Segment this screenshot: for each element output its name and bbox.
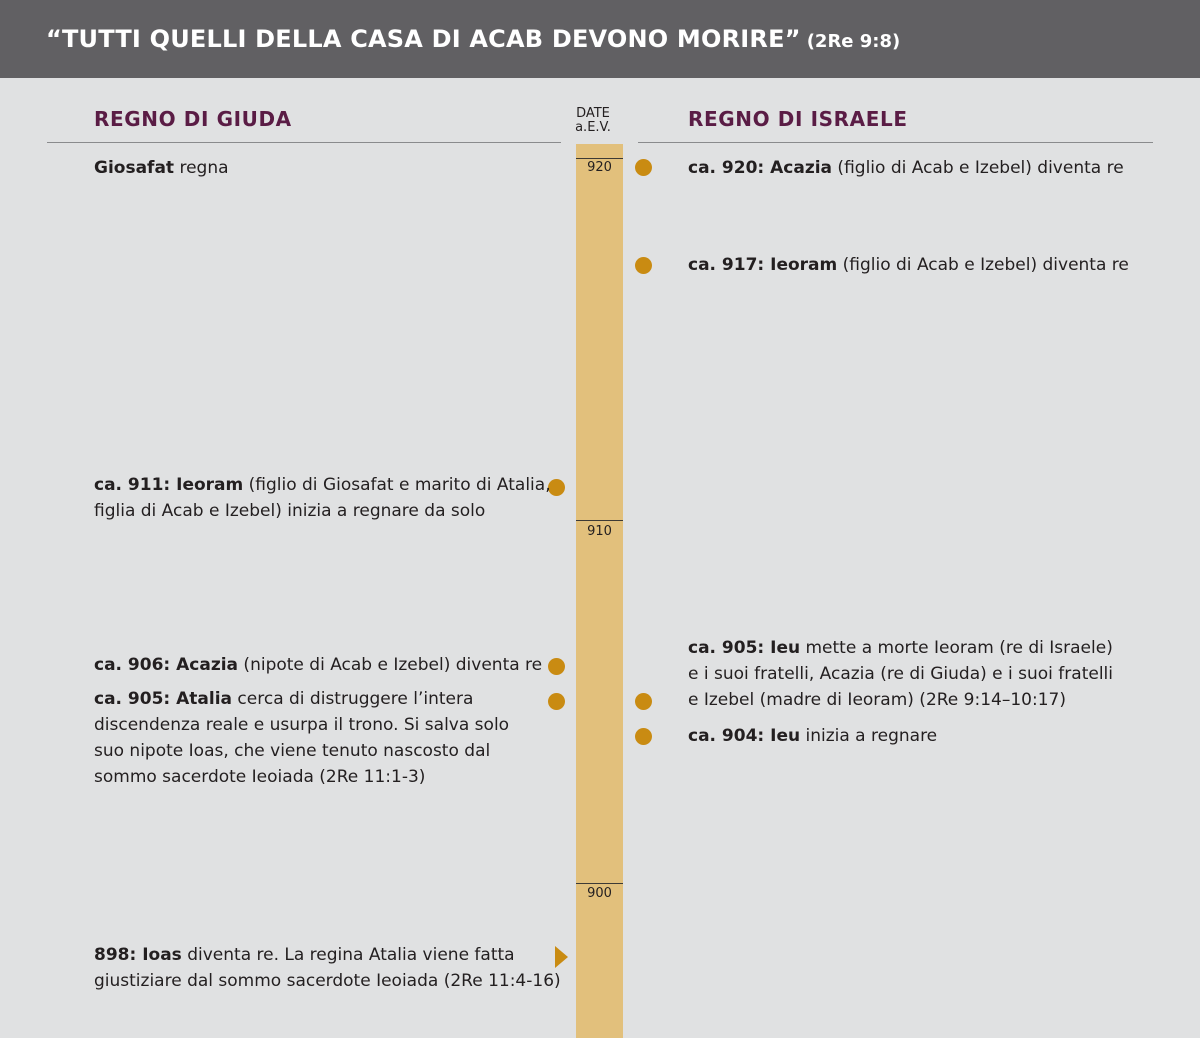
event-text: e i suoi fratelli, Acazia (re di Giuda) e i suoi fratelli <box>688 664 1113 684</box>
event-line <box>94 498 551 524</box>
timeline-tick <box>576 883 623 884</box>
dates-heading <box>566 107 620 135</box>
dot-icon <box>635 159 652 176</box>
event-line <box>94 968 561 994</box>
timeline-tick <box>576 520 623 521</box>
israel-event <box>688 155 1124 181</box>
event-text: cerca di distruggere l’intera <box>232 689 474 709</box>
event-line <box>94 155 229 181</box>
event-emphasis: ca. 920: Acazia <box>688 158 833 178</box>
israel-event <box>688 723 937 749</box>
judah-event <box>94 155 229 181</box>
tick-label-910: 910 <box>587 524 612 539</box>
dot-icon <box>635 257 652 274</box>
event-line <box>94 712 509 738</box>
israel-event <box>688 635 1113 713</box>
event-line <box>94 764 509 790</box>
dot-icon <box>635 728 652 745</box>
event-text: figlia di Acab e Izebel) inizia a regnare da solo <box>94 501 486 521</box>
tick-label-920: 920 <box>587 160 612 175</box>
dates-heading-line2: a.E.V. <box>575 120 611 135</box>
event-text: (figlio di Acab e Izebel) diventa re <box>832 158 1124 178</box>
judah-event <box>94 686 509 790</box>
event-line <box>688 661 1113 687</box>
event-line <box>688 252 1129 278</box>
dot-icon <box>548 658 565 675</box>
event-line <box>688 155 1124 181</box>
israel-heading: REGNO DI ISRAELE <box>688 107 908 131</box>
event-line <box>94 686 509 712</box>
event-line <box>94 472 551 498</box>
tick-label-900: 900 <box>587 886 612 901</box>
event-text: mette a morte Ieoram (re di Israele) <box>800 638 1113 658</box>
event-line <box>94 652 542 678</box>
event-emphasis: ca. 906: Acazia <box>94 655 239 675</box>
event-text: sommo sacerdote Ieoiada (2Re 11:1-3) <box>94 767 426 787</box>
judah-event <box>94 652 542 678</box>
event-text: e Izebel (madre di Ieoram) (2Re 9:14–10:17) <box>688 690 1066 710</box>
judah-event <box>94 472 551 524</box>
title-text: “TUTTI QUELLI DELLA CASA DI ACAB DEVONO MORIRE” <box>46 25 801 53</box>
israel-event <box>688 252 1129 278</box>
event-line <box>688 635 1113 661</box>
event-emphasis: ca. 904: Ieu <box>688 726 801 746</box>
title-banner <box>0 0 1200 78</box>
event-emphasis: ca. 917: Ieoram <box>688 255 838 275</box>
event-line <box>94 738 509 764</box>
event-text: diventa re. La regina Atalia viene fatta <box>181 945 515 965</box>
event-line <box>688 723 937 749</box>
event-emphasis: ca. 911: Ieoram <box>94 475 244 495</box>
left-divider <box>47 142 561 143</box>
judah-heading: REGNO DI GIUDA <box>94 107 292 131</box>
dates-heading-line1: DATE <box>576 106 610 121</box>
event-line <box>94 942 561 968</box>
event-emphasis: Giosafat <box>94 158 175 178</box>
timeline-tick <box>576 158 623 159</box>
event-text: (figlio di Acab e Izebel) diventa re <box>837 255 1129 275</box>
title-reference: (2Re 9:8) <box>806 31 901 52</box>
event-emphasis: ca. 905: Ieu <box>688 638 801 658</box>
event-text: discendenza reale e usurpa il trono. Si salva solo <box>94 715 510 735</box>
dot-icon <box>635 693 652 710</box>
event-text: (figlio di Giosafat e marito di Atalia, <box>243 475 551 495</box>
page-title <box>46 25 900 53</box>
timeline-bar <box>576 144 623 1038</box>
right-divider <box>638 142 1153 143</box>
event-text: suo nipote Ioas, che viene tenuto nascosto dal <box>94 741 491 761</box>
event-emphasis: 898: Ioas <box>94 945 182 965</box>
dot-icon <box>548 693 565 710</box>
event-text: (nipote di Acab e Izebel) diventa re <box>238 655 543 675</box>
event-text: regna <box>174 158 229 178</box>
event-line <box>688 687 1113 713</box>
event-emphasis: ca. 905: Atalia <box>94 689 233 709</box>
event-text: giustiziare dal sommo sacerdote Ieoiada (2Re 11:4-16) <box>94 971 561 991</box>
event-text: inizia a regnare <box>800 726 938 746</box>
judah-event <box>94 942 561 994</box>
